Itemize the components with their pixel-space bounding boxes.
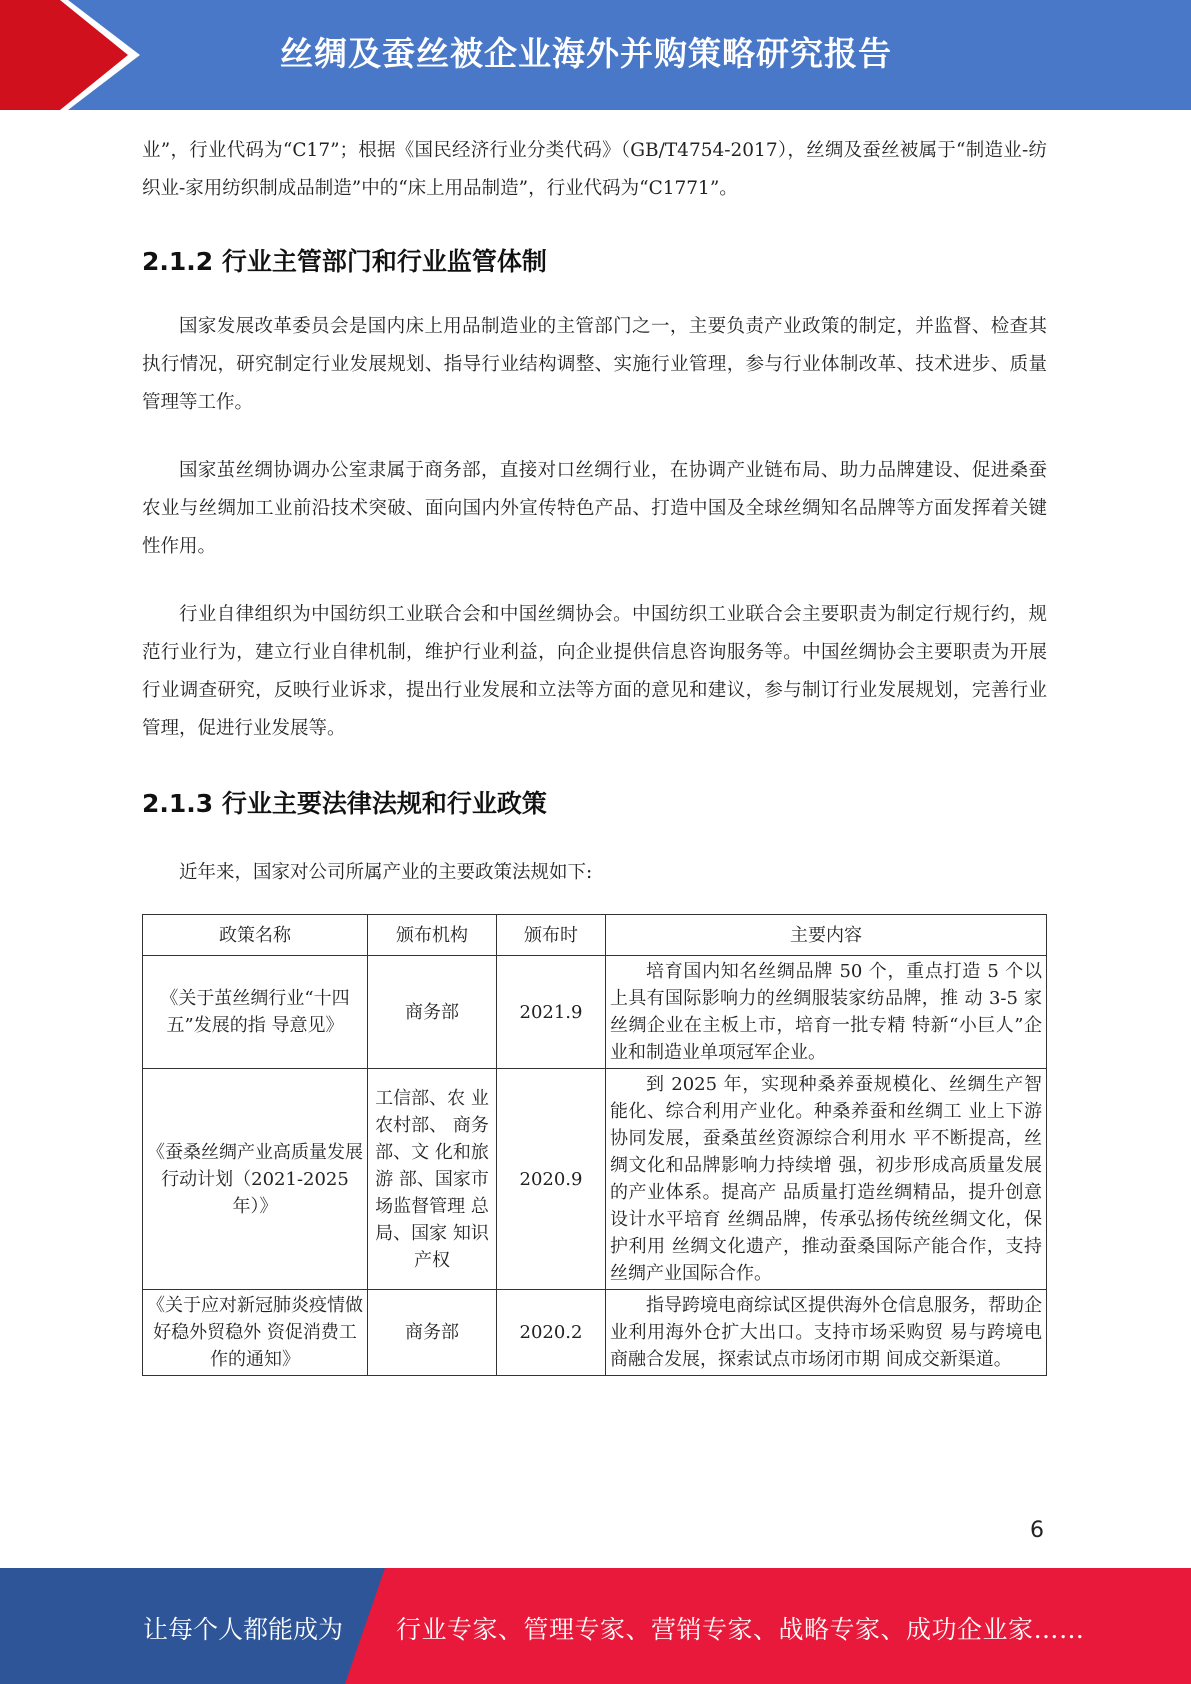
content-cell: 到 2025 年，实现种桑养蚕规模化、丝绸生产智能化、综合利用产业化。种桑养蚕和丝绸工 业上下游协同发展，蚕桑茧丝资源综合利用水 平不断提高，丝绸文化和品牌影响力持续增 强，初步形成高质量发展的产业体系。提高产 品质量打造丝绸精品，提升创意设计水平培育 丝绸品牌，传承弘扬传统丝绸文化，保护利用 丝绸文化遗产，推动蚕桑国际产能合作，支持 丝绸产业国际合作。 <box>606 1069 1047 1290</box>
paragraph-self-regulation: 行业自律组织为中国纺织工业联合会和中国丝绸协会。中国纺织工业联合会主要职责为制定行规行约，规范行业行为，建立行业自律机制，维护行业利益，向企业提供信息咨询服务等。中国丝绸协会主要职责为开展行业调查研究，反映行业诉求，提出行业发展和立法等方面的意见和建议，参与制订行业发展规划，完善行业管理，促进行业发展等。 <box>142 604 1047 739</box>
footer-slogan-left: 让每个人都能成为 <box>143 1615 344 1644</box>
policy-name-cell: 《关于应对新冠肺炎疫情做好稳外贸稳外 资促消费工作的通知》 <box>143 1290 368 1376</box>
paragraph-ndrc: 国家发展改革委员会是国内床上用品制造业的主管部门之一，主要负责产业政策的制定，并监督、检查其执行情况，研究制定行业发展规划、指导行业结构调整、实施行业管理，参与行业体制改革、技术进步、质量管理等工作。 <box>142 316 1047 413</box>
header-main-content: 主要内容 <box>606 915 1047 956</box>
table-header-row <box>143 915 1047 956</box>
date-cell: 2020.2 <box>497 1290 606 1376</box>
header-policy-name: 政策名称 <box>143 915 368 956</box>
paragraph-silk-office: 国家茧丝绸协调办公室隶属于商务部，直接对口丝绸行业，在协调产业链布局、助力品牌建设、促进桑蚕农业与丝绸加工业前沿技术突破、面向国内外宣传特色产品、打造中国及全球丝绸知名品牌等方面发挥着关键性作用。 <box>142 460 1047 557</box>
table-row <box>143 956 1047 1069</box>
report-title: 丝绸及蚕丝被企业海外并购策略研究报告 <box>280 34 892 73</box>
policy-name-cell: 《蚕桑丝绸产业高质量发展行动计划（2021-2025 年）》 <box>143 1069 368 1290</box>
intro-paragraph: 业”，行业代码为“C17”；根据《国民经济行业分类代码》（GB/T4754-2017），丝绸及蚕丝被属于“制造业-纺织业-家用纺织制成品制造”中的“床上用品制造”，行业代码为“C1771”。 <box>142 140 1047 199</box>
policy-table <box>142 914 1047 1376</box>
header-issuing-agency: 颁布机构 <box>368 915 497 956</box>
page-content <box>142 132 1047 1376</box>
header-arrow-decoration <box>0 0 150 110</box>
report-header-banner <box>0 0 1191 110</box>
section-heading-2-1-3: 2.1.3 行业主要法律法规和行业政策 <box>142 789 547 818</box>
policy-name-cell: 《关于茧丝绸行业“十四五”发展的指 导意见》 <box>143 956 368 1069</box>
header-issue-date: 颁布时 <box>497 915 606 956</box>
table-row <box>143 1290 1047 1376</box>
footer-banner <box>0 1568 1191 1684</box>
table-row <box>143 1069 1047 1290</box>
agency-cell: 工信部、农 业农村部、 商务部、文 化和旅游 部、国家市 场监督管理 总局、国家 知识产权 <box>368 1069 497 1290</box>
page-number: 6 <box>1030 1518 1044 1543</box>
content-cell: 培育国内知名丝绸品牌 50 个，重点打造 5 个以上具有国际影响力的丝绸服装家纺品牌，推 动 3-5 家丝绸企业在主板上市，培育一批专精 特新“小巨人”企业和制造业单项冠军企业。 <box>606 956 1047 1069</box>
section-heading-2-1-2: 2.1.2 行业主管部门和行业监管体制 <box>142 247 547 276</box>
date-cell: 2020.9 <box>497 1069 606 1290</box>
policy-intro: 近年来，国家对公司所属产业的主要政策法规如下: <box>179 862 593 883</box>
content-cell: 指导跨境电商综试区提供海外仓信息服务，帮助企业利用海外仓扩大出口。支持市场采购贸 易与跨境电商融合发展，探索试点市场闭市期 间成交新渠道。 <box>606 1290 1047 1376</box>
agency-cell: 商务部 <box>368 1290 497 1376</box>
agency-cell: 商务部 <box>368 956 497 1069</box>
date-cell: 2021.9 <box>497 956 606 1069</box>
footer-slogan-right: 行业专家、管理专家、营销专家、战略专家、成功企业家…… <box>396 1615 1085 1644</box>
